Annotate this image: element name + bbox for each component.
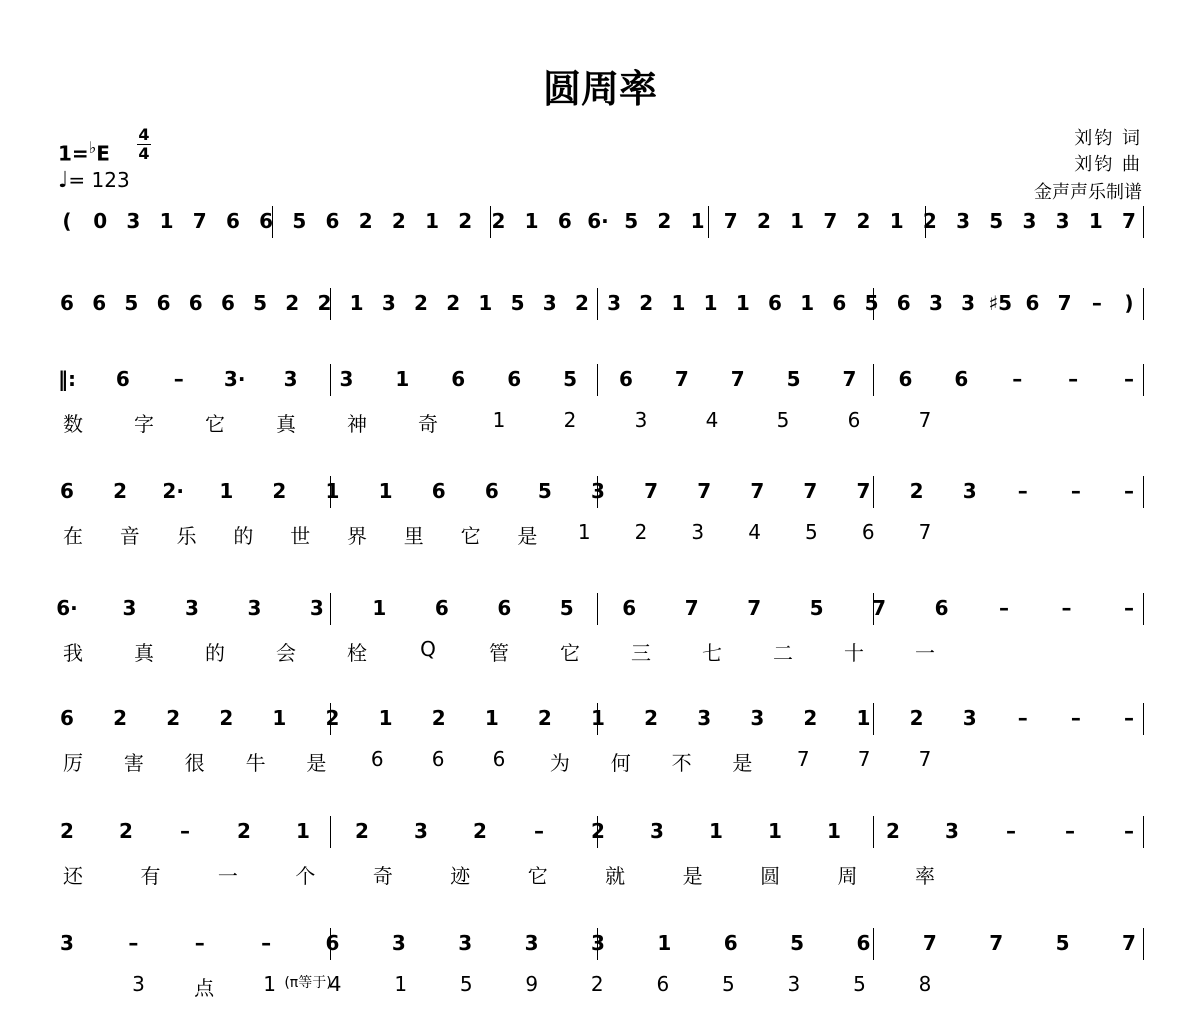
lyric: 5	[722, 972, 735, 996]
note: 5	[559, 596, 574, 620]
note: (	[62, 209, 72, 233]
lyric: 是	[682, 864, 703, 888]
lyric: 里	[403, 524, 424, 548]
note: 6	[934, 596, 949, 620]
page-title: 圆周率	[542, 66, 657, 111]
note: 2	[639, 291, 654, 315]
note: 1	[800, 291, 815, 315]
note: 2	[446, 291, 461, 315]
note: 6	[856, 931, 871, 955]
note: 2	[856, 209, 871, 233]
lyric: 界	[347, 524, 367, 548]
note: 0	[93, 209, 108, 233]
note: 2	[60, 819, 74, 843]
lyric: 音	[119, 524, 140, 548]
lyric: 1	[492, 408, 506, 432]
tempo-value: = 123	[68, 168, 130, 192]
note: 6·	[56, 596, 78, 620]
barline	[330, 816, 331, 848]
note: 6	[1025, 291, 1040, 315]
note: 7	[674, 367, 689, 391]
note: 1	[478, 291, 493, 315]
note: 2	[491, 209, 506, 233]
note: 1	[219, 479, 234, 503]
lyric: 5	[853, 972, 866, 996]
composer-credit: 刘钧 曲	[1074, 154, 1142, 175]
note: 7	[684, 596, 699, 620]
note: 6·	[587, 209, 609, 233]
lyric: 二	[773, 641, 793, 665]
barline	[1143, 206, 1144, 238]
note: 7	[922, 931, 937, 955]
lyric: 还	[63, 864, 83, 888]
note: 3	[650, 819, 664, 843]
note: –	[1061, 596, 1072, 620]
note: 6	[325, 209, 340, 233]
lyric: 牛	[245, 751, 266, 775]
note: 2	[237, 819, 251, 843]
note: 6	[259, 209, 274, 233]
note: 5	[510, 291, 525, 315]
note: 1	[484, 706, 499, 730]
lyric: 害	[123, 751, 144, 775]
note: 3	[750, 706, 765, 730]
note: 6	[954, 367, 969, 391]
note: 1	[296, 819, 310, 843]
note: –	[194, 931, 205, 955]
lyric: 1	[263, 972, 276, 996]
note: 6	[898, 367, 913, 391]
note: 3	[126, 209, 141, 233]
note: ‖:	[58, 367, 76, 391]
note: 7	[747, 596, 762, 620]
tempo-marking	[58, 168, 130, 193]
note: 2	[922, 209, 937, 233]
note: 3	[184, 596, 199, 620]
note: 3	[607, 291, 622, 315]
note: 5	[809, 596, 824, 620]
lyric: 6	[861, 520, 875, 544]
time-bottom: 4	[138, 144, 150, 163]
note: 2	[537, 706, 552, 730]
barline	[1143, 476, 1144, 508]
note: 7	[644, 479, 659, 503]
barline	[1143, 288, 1144, 320]
lyric: 它	[560, 641, 580, 665]
note: –	[1070, 479, 1081, 503]
note: 1	[889, 209, 904, 233]
lyric: 点	[194, 976, 215, 1000]
barline	[1143, 816, 1144, 848]
note: 3	[247, 596, 262, 620]
barline	[1143, 703, 1144, 735]
note: 2	[113, 706, 128, 730]
note: 7	[697, 479, 712, 503]
note: 1	[325, 479, 340, 503]
barline	[1143, 593, 1144, 625]
note: 2	[909, 479, 924, 503]
note: –	[1017, 706, 1028, 730]
lyric: 周	[837, 864, 858, 888]
note: 6	[431, 479, 446, 503]
note: 1	[395, 367, 410, 391]
note: 6	[622, 596, 637, 620]
note: –	[1124, 596, 1134, 620]
lyric: 它	[527, 864, 548, 888]
note: 2	[886, 819, 900, 843]
note: 2·	[162, 479, 184, 503]
note: 1	[349, 291, 364, 315]
note: 6	[60, 291, 74, 315]
note: 2	[458, 209, 473, 233]
note: 7	[803, 479, 818, 503]
note: 6	[896, 291, 911, 315]
note: 6	[434, 596, 449, 620]
note: 7	[1122, 931, 1136, 955]
note: 2	[219, 706, 234, 730]
lyric: (π等于)	[284, 975, 332, 991]
note: –	[534, 819, 544, 843]
lyric: 2	[634, 520, 648, 544]
note: 7	[989, 931, 1004, 955]
note: –	[1124, 367, 1134, 391]
lyric: 1	[577, 520, 591, 544]
note: 1	[1088, 209, 1103, 233]
note: 1	[159, 209, 174, 233]
note: 2	[431, 706, 446, 730]
note: 6	[156, 291, 171, 315]
note: 1	[856, 706, 871, 730]
note: 7	[730, 367, 745, 391]
lyric: 7	[857, 747, 871, 771]
note: 5	[624, 209, 639, 233]
lyric: 5	[776, 408, 790, 432]
lyric: 是	[306, 751, 327, 775]
lyric: 三	[631, 641, 651, 665]
note: 3	[1022, 209, 1037, 233]
lyric: 我	[63, 641, 83, 665]
note: 3	[928, 291, 943, 315]
note: 6	[92, 291, 107, 315]
lyric: 真	[276, 412, 296, 436]
note: ♯5	[988, 291, 1013, 315]
time-top: 4	[138, 125, 150, 144]
lyric: 很	[184, 751, 205, 775]
barline	[1143, 364, 1144, 396]
lyric: 就	[605, 864, 626, 888]
lyric: 的	[233, 524, 254, 548]
lyric: Q	[420, 637, 436, 661]
note: 6	[768, 291, 782, 315]
note: 7	[856, 479, 871, 503]
lyric: 它	[205, 412, 225, 436]
lyric: 9	[525, 972, 539, 996]
note: 2	[644, 706, 659, 730]
lyric: 7	[918, 747, 932, 771]
note: 7	[872, 596, 887, 620]
lyric: 6	[656, 972, 670, 996]
note: 1	[827, 819, 841, 843]
lyric: 是	[732, 751, 753, 775]
note: 3	[962, 706, 977, 730]
note: 2	[166, 706, 181, 730]
note: 7	[1122, 209, 1136, 233]
lyric: 奇	[372, 864, 393, 888]
note: 1	[378, 479, 393, 503]
lyric: 7	[918, 520, 932, 544]
note: –	[1124, 479, 1134, 503]
lyric: 十	[844, 641, 864, 665]
note: 3	[283, 367, 298, 391]
note: 3·	[223, 367, 246, 391]
lyric: 6	[370, 747, 384, 771]
lyric: 5	[459, 972, 473, 996]
note: 5	[563, 367, 577, 391]
lyric: 世	[290, 524, 311, 548]
note: 3	[458, 931, 473, 955]
note: 1	[671, 291, 686, 315]
note: 1	[703, 291, 718, 315]
note: 6	[618, 367, 633, 391]
note: )	[1124, 291, 1134, 315]
lyric: 迹	[450, 864, 471, 888]
barline	[1143, 928, 1144, 960]
note: –	[1006, 819, 1016, 843]
note: 3	[961, 291, 976, 315]
lyric: 乐	[176, 524, 197, 548]
lyric: 一	[217, 864, 238, 888]
note: 2	[574, 291, 589, 315]
note: 6	[220, 291, 235, 315]
barline	[597, 593, 598, 625]
note: –	[128, 931, 139, 955]
barline	[597, 288, 598, 320]
note: 1	[425, 209, 440, 233]
lyric: 8	[918, 972, 932, 996]
lyric: 数	[63, 412, 83, 436]
note: 2	[317, 291, 332, 315]
note: 1	[372, 596, 387, 620]
lyric: 4	[328, 972, 342, 996]
note: 6	[60, 479, 74, 503]
lyric: 7	[796, 747, 810, 771]
lyric: 它	[460, 524, 481, 548]
note: 3	[591, 931, 605, 955]
lyric: 一	[915, 641, 935, 665]
lyric: 6	[492, 747, 506, 771]
note: 2	[909, 706, 924, 730]
note: 1	[591, 706, 605, 730]
barline	[873, 364, 874, 396]
note: 2	[285, 291, 300, 315]
lyric: 栓	[347, 641, 367, 665]
quarter-note-icon: ♩	[58, 168, 69, 193]
note: 1	[768, 819, 782, 843]
lyric: 3	[132, 972, 145, 996]
note: 3	[945, 819, 959, 843]
note: 3	[122, 596, 137, 620]
note: –	[1091, 291, 1102, 315]
note: –	[1124, 819, 1134, 843]
note: –	[1017, 479, 1028, 503]
note: 1	[735, 291, 750, 315]
note: 7	[1057, 291, 1072, 315]
lyric: 真	[134, 641, 154, 665]
lyric: 管	[489, 641, 509, 665]
note: 3	[414, 819, 428, 843]
note: 3	[962, 479, 977, 503]
lyric: 字	[134, 412, 154, 436]
note: 6	[723, 931, 738, 955]
note: 3	[697, 706, 712, 730]
barline	[597, 364, 598, 396]
note: 2	[414, 291, 428, 315]
lyric: 5	[805, 520, 818, 544]
lyric: 在	[63, 524, 83, 548]
note: –	[261, 931, 272, 955]
lyric: 七	[702, 641, 722, 665]
note: –	[1012, 367, 1023, 391]
note: 1	[690, 209, 705, 233]
note: 7	[723, 209, 738, 233]
note: –	[999, 596, 1010, 620]
lyric: 有	[140, 864, 161, 888]
note: 2	[756, 209, 771, 233]
lyricist-credit: 刘钧 词	[1074, 128, 1142, 149]
note: 2	[355, 819, 369, 843]
note: 5	[537, 479, 552, 503]
note: 7	[750, 479, 765, 503]
note: 1	[657, 931, 672, 955]
engraver-credit: 金声声乐制谱	[1034, 182, 1142, 203]
note: 3	[391, 931, 406, 955]
note: 5	[864, 291, 879, 315]
note: 1	[524, 209, 539, 233]
lyric: 是	[517, 524, 538, 548]
note: 3	[524, 931, 539, 955]
lyric: 2	[563, 408, 577, 432]
lyric: 3	[634, 408, 648, 432]
lyric: 厉	[63, 751, 83, 775]
key-note: E	[96, 141, 110, 166]
note: 5	[124, 291, 139, 315]
note: 3	[339, 367, 354, 391]
note: 3	[1055, 209, 1070, 233]
note: 5	[989, 209, 1004, 233]
note: 6	[451, 367, 466, 391]
note: 6	[60, 706, 74, 730]
note: 2	[391, 209, 406, 233]
note: –	[180, 819, 190, 843]
note: 6	[188, 291, 203, 315]
lyric: 4	[705, 408, 719, 432]
lyric: 6	[847, 408, 861, 432]
note: 3	[309, 596, 324, 620]
note: 6	[832, 291, 847, 315]
barline	[873, 816, 874, 848]
lyric: 率	[915, 864, 935, 888]
note: 5	[292, 209, 307, 233]
note: 6	[325, 931, 340, 955]
note: 6	[557, 209, 572, 233]
lyric: 4	[748, 520, 761, 544]
lyric: 的	[205, 641, 225, 665]
note: 2	[272, 479, 287, 503]
key-signature	[58, 138, 110, 166]
note: 7	[842, 367, 857, 391]
note: 5	[786, 367, 801, 391]
key-label: 1=	[58, 141, 89, 166]
note: 1	[709, 819, 723, 843]
lyric: 奇	[418, 412, 438, 436]
note: –	[1124, 706, 1134, 730]
lyric: 为	[549, 751, 570, 775]
lyric: 圆	[760, 864, 781, 888]
note: 7	[823, 209, 838, 233]
note: 6	[225, 209, 240, 233]
barline	[330, 593, 331, 625]
note: 2	[113, 479, 128, 503]
note: 1	[378, 706, 393, 730]
lyric: 神	[347, 412, 367, 436]
note: –	[1068, 367, 1079, 391]
time-signature	[137, 127, 151, 162]
note: 1	[272, 706, 287, 730]
note: 5	[790, 931, 805, 955]
note: 2	[325, 706, 340, 730]
lyric: 不	[671, 751, 692, 775]
barline	[330, 364, 331, 396]
note: 6	[507, 367, 522, 391]
lyric: 何	[610, 751, 631, 775]
note: –	[173, 367, 184, 391]
note: 2	[657, 209, 672, 233]
note: 2	[119, 819, 133, 843]
note: 5	[253, 291, 268, 315]
note: 3	[381, 291, 396, 315]
flat-sign: ♭	[88, 138, 97, 157]
note: 3	[591, 479, 605, 503]
note: 2	[591, 819, 605, 843]
note: 3	[60, 931, 74, 955]
note: 2	[803, 706, 818, 730]
lyric: 6	[431, 747, 445, 771]
note: 2	[473, 819, 487, 843]
note: –	[1070, 706, 1081, 730]
lyric: 3	[691, 520, 705, 544]
note: 7	[192, 209, 207, 233]
note: 5	[1055, 931, 1070, 955]
note: 3	[542, 291, 557, 315]
lyric: 2	[590, 972, 604, 996]
note: 2	[358, 209, 373, 233]
note: –	[1065, 819, 1075, 843]
lyric: 3	[787, 972, 801, 996]
note: 3	[956, 209, 971, 233]
note: 6	[484, 479, 499, 503]
note: 6	[115, 367, 130, 391]
lyric: 1	[394, 972, 408, 996]
lyric: 个	[295, 864, 316, 888]
lyric: 7	[918, 408, 932, 432]
lyric: 会	[276, 641, 296, 665]
note: 6	[497, 596, 512, 620]
note: 1	[790, 209, 805, 233]
